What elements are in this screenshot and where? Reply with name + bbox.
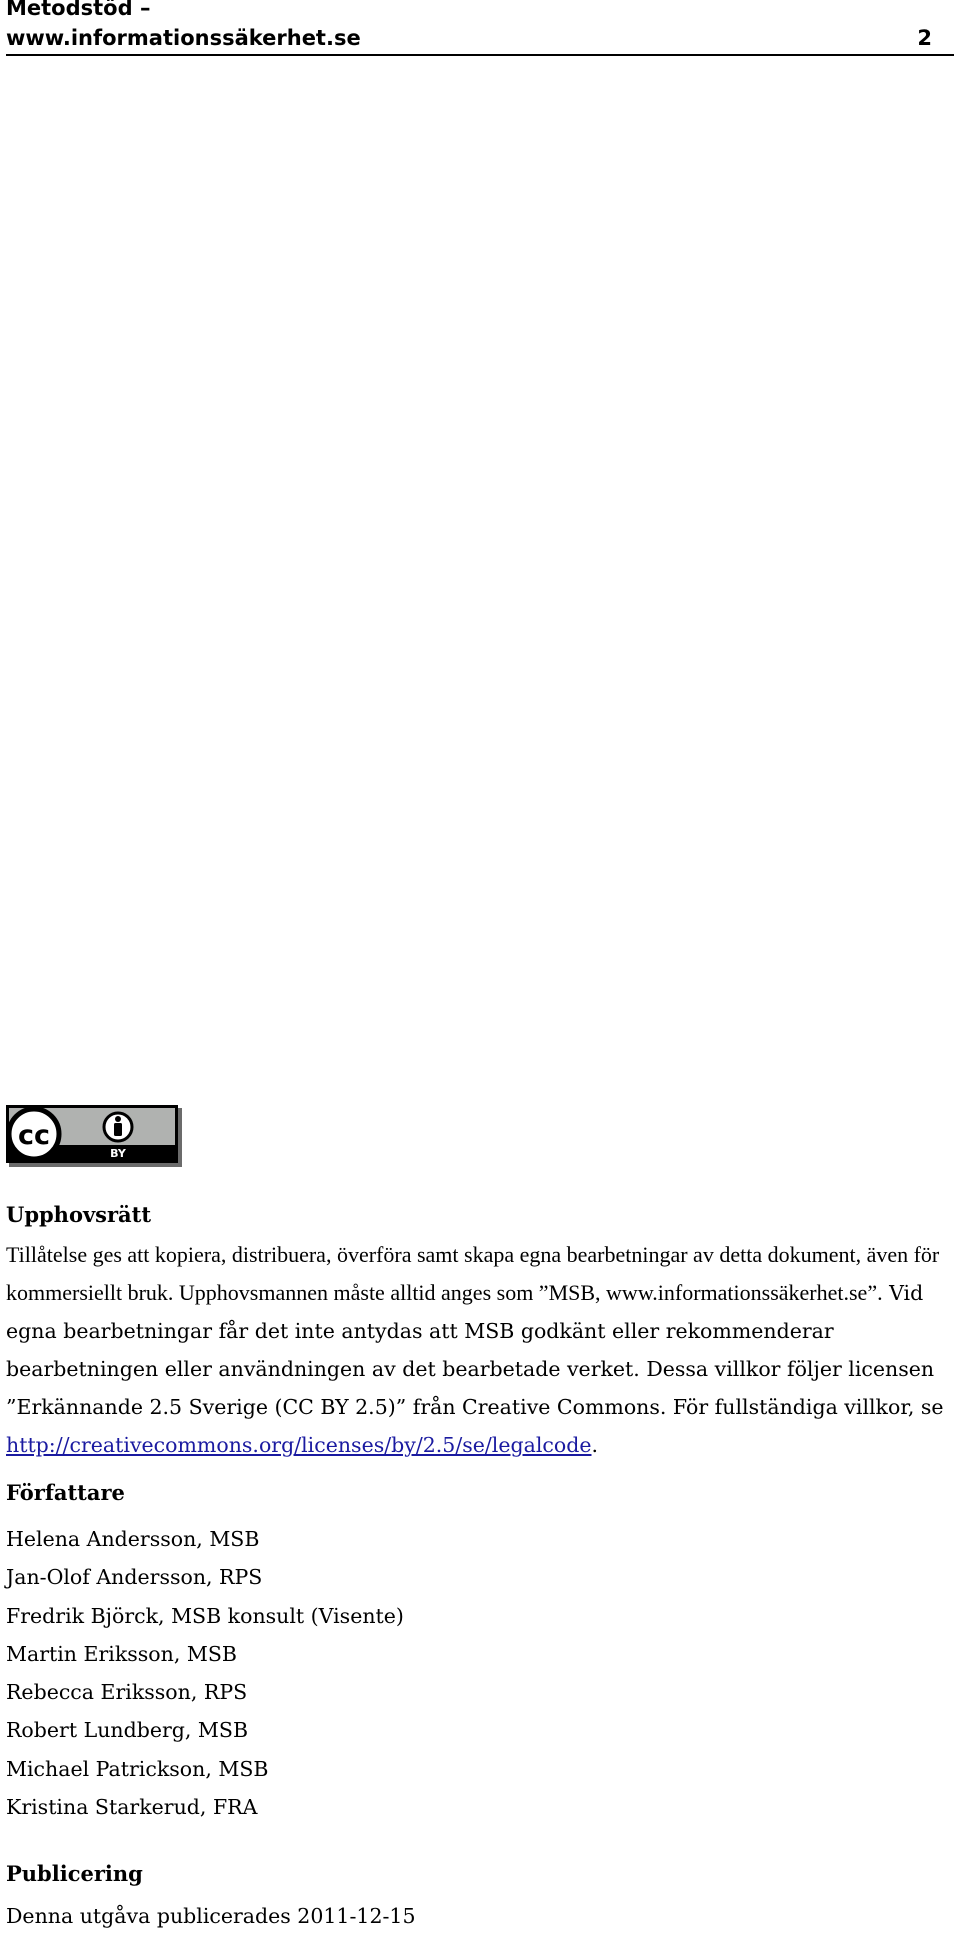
legalcode-link[interactable]: http://creativecommons.org/licenses/by/2.5/se/legalcode	[6, 1433, 592, 1457]
publication-heading: Publicering	[6, 1861, 143, 1886]
cc-logo-text: cc	[17, 1120, 51, 1151]
publication-text: Denna utgåva publicerades 2011-12-15	[6, 1904, 416, 1928]
by-label: BY	[110, 1147, 126, 1160]
copyright-text-part2: Vid egna bearbetningar får det inte antydas att MSB godkänt eller rekommenderar bearbetningen eller användningen av det bearbetade verket. Dessa villkor följer licensen ”Erkännande 2.5 Sverige (CC BY 2.5)” från Creative Commons. För fullständiga villkor, se	[6, 1281, 944, 1419]
cc-by-license-badge	[6, 1105, 182, 1167]
copyright-heading: Upphovsrätt	[6, 1202, 152, 1227]
authors-list	[6, 1520, 954, 1826]
author-item: Rebecca Eriksson, RPS	[6, 1680, 248, 1705]
copyright-text-end: .	[591, 1433, 599, 1457]
authors-heading: Författare	[6, 1480, 125, 1505]
author-item: Fredrik Björck, MSB konsult (Visente)	[6, 1603, 404, 1628]
author-item: Robert Lundberg, MSB	[6, 1718, 249, 1743]
person-head	[115, 1116, 121, 1122]
author-item: Michael Patrickson, MSB	[6, 1756, 269, 1781]
author-item: Martin Eriksson, MSB	[6, 1641, 237, 1666]
header-site: www.informationssäkerhet.se	[6, 26, 361, 50]
page-number: 2	[917, 26, 932, 50]
person-body	[114, 1123, 122, 1136]
page-header	[6, 0, 954, 56]
author-item: Helena Andersson, MSB	[6, 1527, 260, 1551]
author-item: Kristina Starkerud, FRA	[6, 1795, 258, 1820]
header-title: Metodstöd –	[6, 0, 151, 20]
author-item: Jan-Olof Andersson, RPS	[6, 1565, 263, 1590]
copyright-text-part1: Tillåtelse ges att kopiera, distribuera, överföra samt skapa egna bearbetningar av detta dokument, även för kommersiellt bruk. Upphovsmannen måste alltid anges som ”MSB, www.informationssäkerhet.se”.	[6, 1242, 940, 1305]
copyright-paragraph	[6, 1236, 954, 1464]
